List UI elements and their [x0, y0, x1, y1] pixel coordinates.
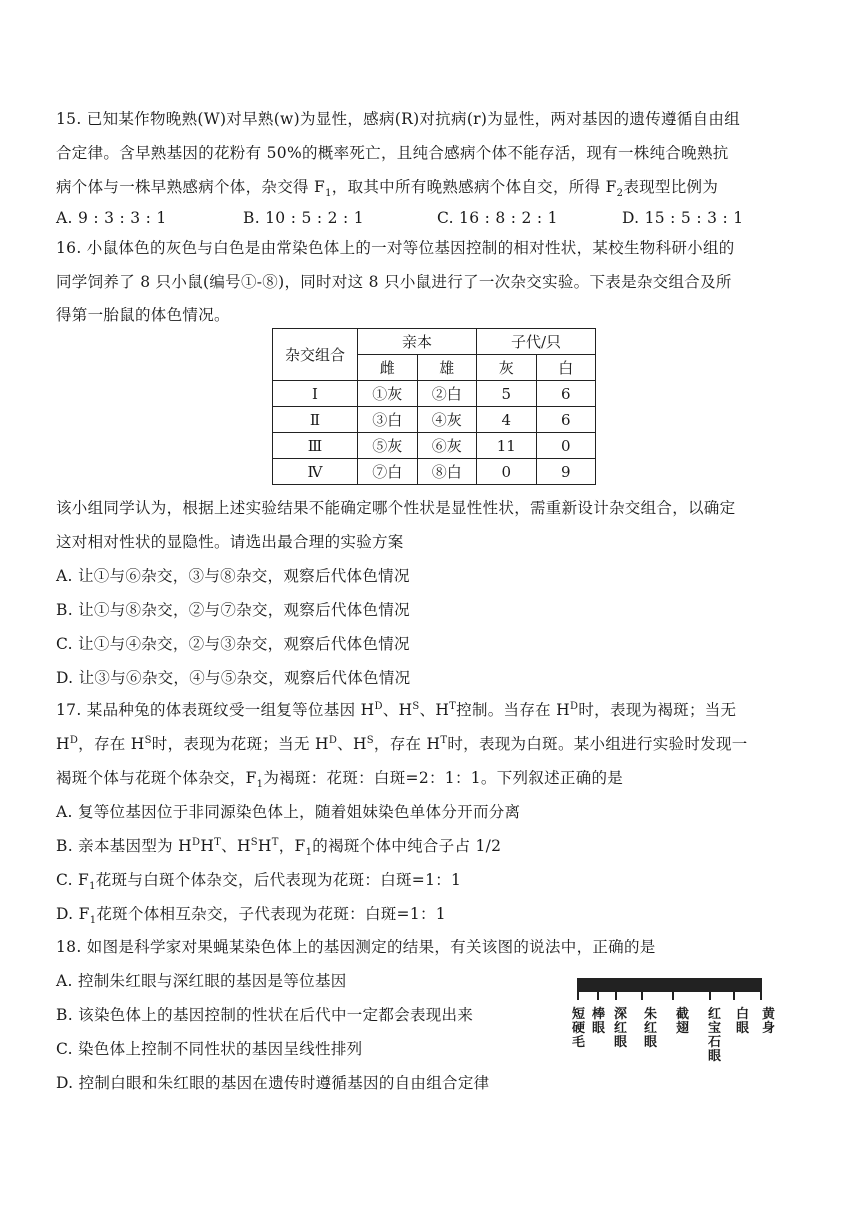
table-cell: 5	[477, 381, 537, 407]
cross-table	[272, 328, 596, 485]
gene-label-short-bristle: 短硬毛	[571, 1007, 585, 1050]
table-cell: ⑧白	[417, 459, 477, 485]
table-cell: ⑥灰	[417, 433, 477, 459]
table-row	[273, 407, 596, 433]
q17-text: ，存在 H	[373, 735, 441, 753]
q15-line1: 15. 已知某作物晚熟(W)对早熟(w)为显性，感病(R)对抗病(r)为显性，两对基因的遗传遵循自由组	[56, 110, 741, 128]
table-cell: ⑤灰	[358, 433, 418, 459]
table-cell: 0	[477, 459, 537, 485]
gene-label-bar-eye: 棒眼	[591, 1007, 605, 1036]
superscript: D	[570, 700, 579, 712]
table-cell: 11	[477, 433, 537, 459]
q17-text: ，存在 H	[78, 735, 145, 753]
q17-line2	[56, 734, 748, 754]
table-cell: ②白	[417, 381, 477, 407]
table-cell: 0	[536, 433, 596, 459]
subscript: 1	[89, 881, 96, 893]
q18-option-b[interactable]: B. 该染色体上的基因控制的性状在后代中一定都会表现出来	[56, 1006, 474, 1024]
gene-label-yellow-body: 黄身	[761, 1007, 775, 1036]
gene-tick	[760, 978, 762, 1000]
table-cell: 4	[477, 407, 537, 433]
q17-option-b[interactable]	[56, 836, 502, 859]
gene-tick	[597, 978, 599, 1000]
table-cell: Ⅱ	[273, 407, 358, 433]
gene-tick	[615, 978, 617, 1000]
superscript: T	[440, 734, 448, 746]
header-male: 雄	[417, 355, 477, 381]
q16-line4: 该小组同学认为，根据上述实验结果不能确定哪个性状是显性性状，需重新设计杂交组合，以确定	[56, 499, 736, 517]
q16-line3: 得第一胎鼠的体色情况。	[56, 306, 230, 324]
header-grey: 灰	[477, 355, 537, 381]
subscript: 1	[89, 915, 97, 927]
header-white: 白	[536, 355, 596, 381]
superscript: S	[366, 734, 374, 746]
q15-line3	[56, 177, 719, 200]
table-cell: ①灰	[358, 381, 418, 407]
q16-option-c[interactable]: C. 让①与④杂交，②与③杂交，观察后代体色情况	[56, 635, 410, 653]
q17-text: 时，表现为花斑；当无 H	[151, 735, 329, 753]
table-row	[273, 433, 596, 459]
q17-text: D. F	[56, 905, 90, 923]
header-combo: 杂交组合	[273, 329, 358, 381]
table-cell: Ⅰ	[273, 381, 358, 407]
table-cell: ③白	[358, 407, 418, 433]
q17-text: 、H	[382, 701, 413, 719]
q17-text: 褐斑个体与花斑个体杂交，F	[56, 769, 257, 787]
q16-option-b[interactable]: B. 让①与⑧杂交，②与⑦杂交，观察后代体色情况	[56, 601, 410, 619]
superscript: S	[412, 700, 420, 712]
q17-text: H	[200, 837, 215, 855]
q17-text: C. F	[56, 871, 90, 889]
q15-option-d[interactable]: D. 15 : 5 : 3 : 1	[622, 209, 744, 227]
q17-text: 花斑个体相互杂交，子代表现为花斑：白斑=1：1	[96, 905, 446, 923]
q16-line2: 同学饲养了 8 只小鼠(编号①-⑧)，同时对这 8 只小鼠进行了一次杂交实验。下表是杂交组合及所	[56, 273, 732, 291]
gene-tick	[577, 978, 579, 1000]
q18-option-d[interactable]: D. 控制白眼和朱红眼的基因在遗传时遵循基因的自由组合定律	[56, 1074, 490, 1092]
subscript: 1	[305, 847, 313, 859]
q17-text: 时，表现为白斑。某小组进行实验时发现一	[447, 735, 748, 753]
subscript: 2	[616, 188, 624, 200]
gene-label-dark-red-eye: 深红眼	[613, 1007, 627, 1050]
subscript: 1	[256, 779, 264, 791]
superscript: D	[69, 734, 79, 746]
superscript: T	[449, 700, 457, 712]
q15-line3-part1: 病个体与一株早熟感病个体，杂交得 F	[56, 178, 326, 196]
gene-tick	[672, 978, 674, 1000]
q15-line3-part2: ，取其中所有晚熟感病个体自交，所得 F	[331, 178, 617, 196]
chromosome-gene-map	[571, 978, 775, 1078]
q17-text: 为褐斑：花斑：白斑=2：1：1。下列叙述正确的是	[263, 769, 624, 787]
table-row	[273, 459, 596, 485]
q17-text: 控制。当存在 H	[456, 701, 571, 719]
table-cell: 6	[536, 381, 596, 407]
q17-text: B. 亲本基因型为 H	[56, 837, 192, 855]
q17-option-a[interactable]: A. 复等位基因位于非同源染色体上，随着姐妹染色单体分开而分离	[56, 803, 521, 821]
superscript: S	[144, 734, 152, 746]
superscript: T	[214, 836, 222, 848]
gene-tick	[733, 978, 735, 1000]
q17-text: 花斑与白斑个体杂交，后代表现为花斑：白斑=1：1	[95, 871, 462, 889]
q15-option-a[interactable]: A. 9 : 3 : 3 : 1	[56, 209, 167, 227]
q17-text: 17. 某品种兔的体表斑纹受一组复等位基因 H	[56, 701, 375, 719]
gene-tick	[641, 978, 643, 1000]
table-cell: ⑦白	[358, 459, 418, 485]
q15-line3-part3: 表现型比例为	[623, 178, 719, 196]
gene-label-truncated-wing: 截翅	[675, 1007, 689, 1036]
q17-text: ，F	[278, 837, 306, 855]
q17-line1	[56, 700, 736, 720]
table-cell: 6	[536, 407, 596, 433]
q18-line1: 18. 如图是科学家对果蝇某染色体上的基因测定的结果，有关该图的说法中，正确的是	[56, 938, 656, 956]
superscript: D	[328, 734, 338, 746]
q15-option-b[interactable]: B. 10 : 5 : 2 : 1	[243, 209, 364, 227]
q17-text: 、H	[337, 735, 367, 753]
subscript: 1	[325, 188, 332, 200]
gene-label-vermilion-eye: 朱红眼	[643, 1007, 657, 1050]
superscript: D	[374, 700, 383, 712]
gene-tick	[709, 978, 711, 1000]
superscript: T	[271, 836, 279, 848]
q17-line3	[56, 768, 624, 791]
q18-option-a[interactable]: A. 控制朱红眼与深红眼的基因是等位基因	[56, 972, 347, 990]
header-parent: 亲本	[358, 329, 477, 355]
header-female: 雌	[358, 355, 418, 381]
q15-line2: 合定律。含早熟基因的花粉有 50%的概率死亡，且纯合感病个体不能存活，现有一株纯合晚熟抗	[56, 144, 729, 162]
q17-text: H	[257, 837, 272, 855]
table-cell: 9	[536, 459, 596, 485]
table-row	[273, 381, 596, 407]
q15-option-c[interactable]: C. 16 : 8 : 2 : 1	[437, 209, 558, 227]
q16-option-a[interactable]: A. 让①与⑥杂交，③与⑧杂交，观察后代体色情况	[56, 567, 410, 585]
table-cell: ④灰	[417, 407, 477, 433]
q17-text: 、H	[419, 701, 450, 719]
superscript: D	[192, 836, 201, 848]
q16-option-d[interactable]: D. 让③与⑥杂交，④与⑤杂交，观察后代体色情况	[56, 669, 411, 687]
q17-text: H	[56, 735, 70, 753]
q17-text: 、H	[221, 837, 251, 855]
q17-text: 时，表现为褐斑；当无	[578, 701, 737, 719]
q17-option-d[interactable]	[56, 904, 446, 927]
table-cell: Ⅲ	[273, 433, 358, 459]
header-offspring: 子代/只	[477, 329, 596, 355]
q16-line1: 16. 小鼠体色的灰色与白色是由常染色体上的一对等位基因控制的相对性状，某校生物科研小组的	[56, 239, 735, 257]
gene-label-white-eye: 白眼	[735, 1007, 749, 1036]
q16-line5: 这对相对性状的显隐性。请选出最合理的实验方案	[56, 533, 404, 551]
table-cell: Ⅳ	[273, 459, 358, 485]
gene-label-ruby-eye: 红宝石眼	[707, 1007, 721, 1064]
q17-text: 的褐斑个体中纯合子占 1/2	[312, 837, 502, 855]
superscript: S	[250, 836, 258, 848]
q18-option-c[interactable]: C. 染色体上控制不同性状的基因呈线性排列	[56, 1040, 363, 1058]
q17-option-c[interactable]	[56, 870, 462, 893]
